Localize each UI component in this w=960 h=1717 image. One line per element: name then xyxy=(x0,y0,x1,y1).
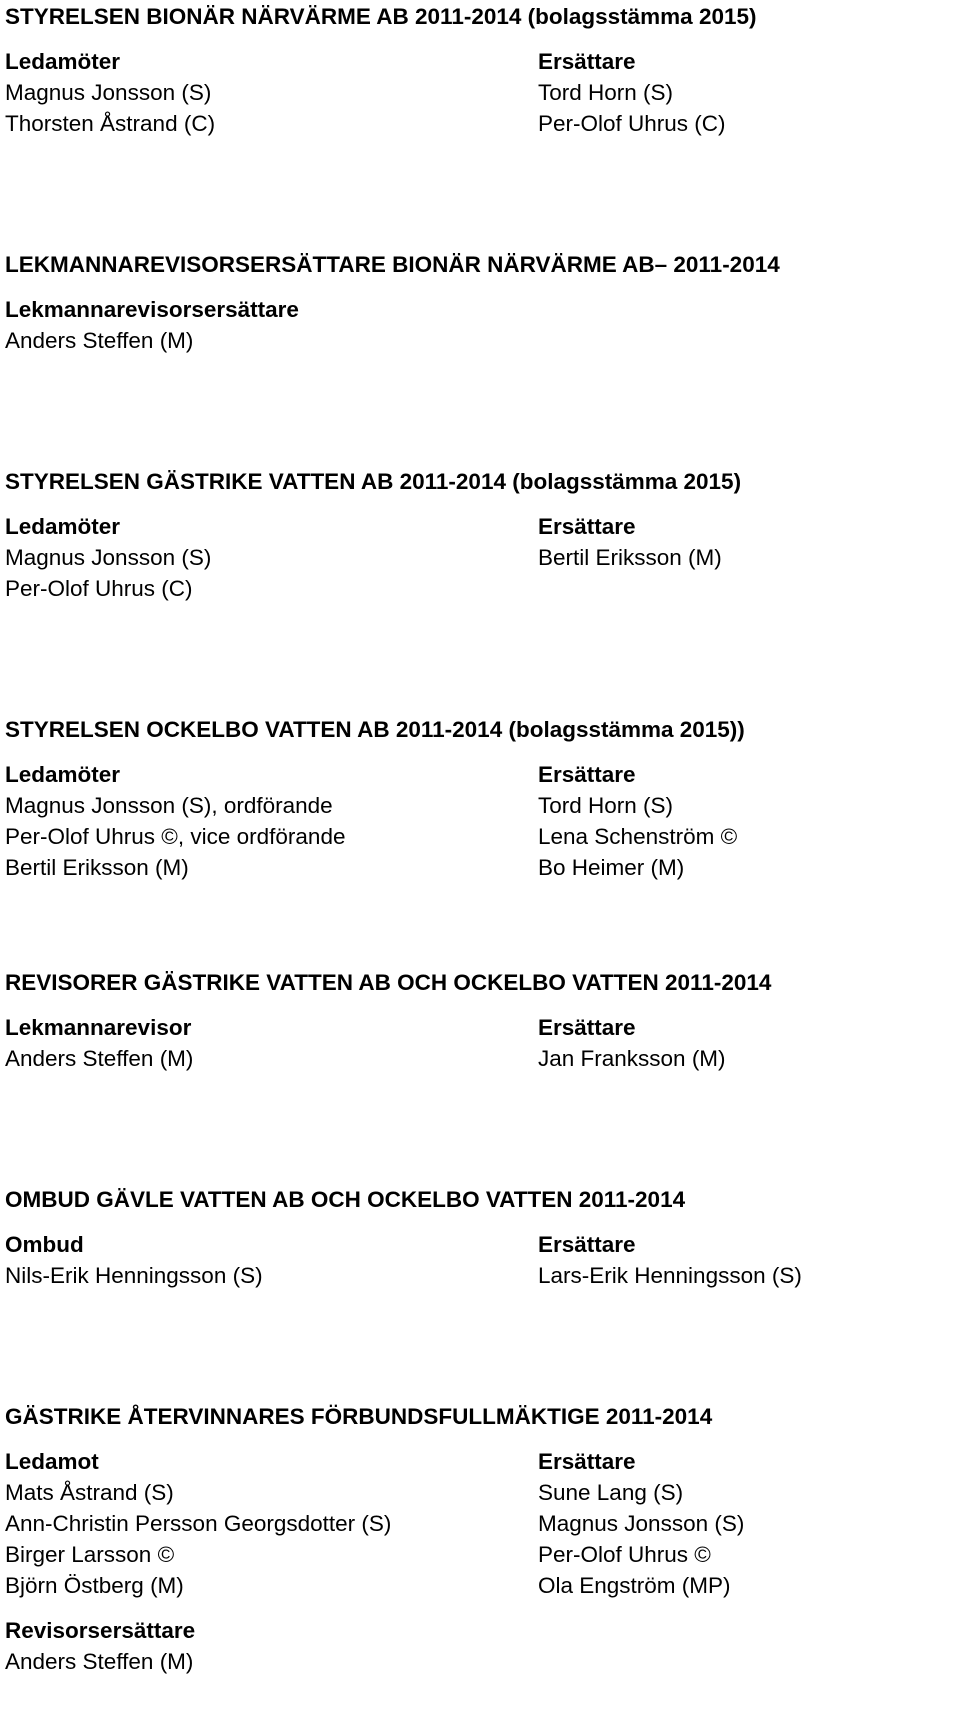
section-ombud-vatten xyxy=(5,1184,955,1291)
section-gastrike-vatten-styrelse xyxy=(5,466,955,604)
deputy-name: Per-Olof Uhrus © xyxy=(538,1542,711,1567)
member-name: Nils-Erik Henningsson (S) xyxy=(5,1263,263,1288)
deputy-name: Per-Olof Uhrus (C) xyxy=(538,111,726,136)
column-heading-lekmannarevisor: Lekmannarevisor xyxy=(5,1015,192,1040)
column-heading-ledamoter: Ledamöter xyxy=(5,762,121,787)
member-name: Magnus Jonsson (S) xyxy=(5,545,212,570)
member-name: Magnus Jonsson (S), ordförande xyxy=(5,793,333,818)
member-name: Anders Steffen (M) xyxy=(5,1046,194,1071)
member-name: Per-Olof Uhrus (C) xyxy=(5,576,193,601)
section-title: STYRELSEN OCKELBO VATTEN AB 2011-2014 (bolagsstämma 2015)) xyxy=(5,717,745,742)
section-title: REVISORER GÄSTRIKE VATTEN AB OCH OCKELBO VATTEN 2011-2014 xyxy=(5,970,772,995)
section-ockelbo-vatten-styrelse xyxy=(5,714,955,883)
deputy-name: Bo Heimer (M) xyxy=(538,855,685,880)
deputy-name: Sune Lang (S) xyxy=(538,1480,684,1505)
deputy-name: Tord Horn (S) xyxy=(538,80,674,105)
member-name: Anders Steffen (M) xyxy=(5,1649,194,1674)
column-heading-ersattare: Ersättare xyxy=(538,49,636,74)
deputy-name: Bertil Eriksson (M) xyxy=(538,545,722,570)
member-name: Anders Steffen (M) xyxy=(5,328,194,353)
member-name: Birger Larsson © xyxy=(5,1542,175,1567)
column-heading-ombud: Ombud xyxy=(5,1232,84,1257)
deputy-name: Lena Schenström © xyxy=(538,824,738,849)
column-heading-ersattare: Ersättare xyxy=(538,762,636,787)
member-name: Mats Åstrand (S) xyxy=(5,1480,174,1505)
section-title: GÄSTRIKE ÅTERVINNARES FÖRBUNDSFULLMÄKTIGE 2011-2014 xyxy=(5,1404,713,1429)
member-name: Per-Olof Uhrus ©, vice ordförande xyxy=(5,824,346,849)
column-heading-ledamot: Ledamot xyxy=(5,1449,99,1474)
member-name: Magnus Jonsson (S) xyxy=(5,80,212,105)
deputy-name: Magnus Jonsson (S) xyxy=(538,1511,745,1536)
column-heading-ledamoter: Ledamöter xyxy=(5,514,121,539)
column-heading-revisorsersattare: Revisorsersättare xyxy=(5,1618,196,1643)
column-heading-ersattare: Ersättare xyxy=(538,514,636,539)
member-name: Thorsten Åstrand (C) xyxy=(5,111,216,136)
section-title: STYRELSEN GÄSTRIKE VATTEN AB 2011-2014 (bolagsstämma 2015) xyxy=(5,469,742,494)
deputy-name: Jan Franksson (M) xyxy=(538,1046,726,1071)
deputy-name: Tord Horn (S) xyxy=(538,793,674,818)
section-bionar-lekmannarevisor xyxy=(5,249,955,356)
section-title: LEKMANNAREVISORSERSÄTTARE BIONÄR NÄRVÄRME AB– 2011-2014 xyxy=(5,252,780,277)
member-name: Björn Östberg (M) xyxy=(5,1573,184,1598)
section-revisorer-vatten xyxy=(5,967,955,1074)
deputy-name: Lars-Erik Henningsson (S) xyxy=(538,1263,802,1288)
section-gastrike-atervinnare xyxy=(5,1401,955,1677)
member-name: Ann-Christin Persson Georgsdotter (S) xyxy=(5,1511,392,1536)
deputy-name: Ola Engström (MP) xyxy=(538,1573,731,1598)
section-title: STYRELSEN BIONÄR NÄRVÄRME AB 2011-2014 (bolagsstämma 2015) xyxy=(5,4,757,29)
column-heading-lekmannarevisorsersattare: Lekmannarevisorsersättare xyxy=(5,297,299,322)
section-bionar-styrelse xyxy=(5,1,955,139)
column-heading-ersattare: Ersättare xyxy=(538,1449,636,1474)
column-heading-ersattare: Ersättare xyxy=(538,1015,636,1040)
column-heading-ledamoter: Ledamöter xyxy=(5,49,121,74)
section-title: OMBUD GÄVLE VATTEN AB OCH OCKELBO VATTEN 2011-2014 xyxy=(5,1187,686,1212)
column-heading-ersattare: Ersättare xyxy=(538,1232,636,1257)
member-name: Bertil Eriksson (M) xyxy=(5,855,189,880)
